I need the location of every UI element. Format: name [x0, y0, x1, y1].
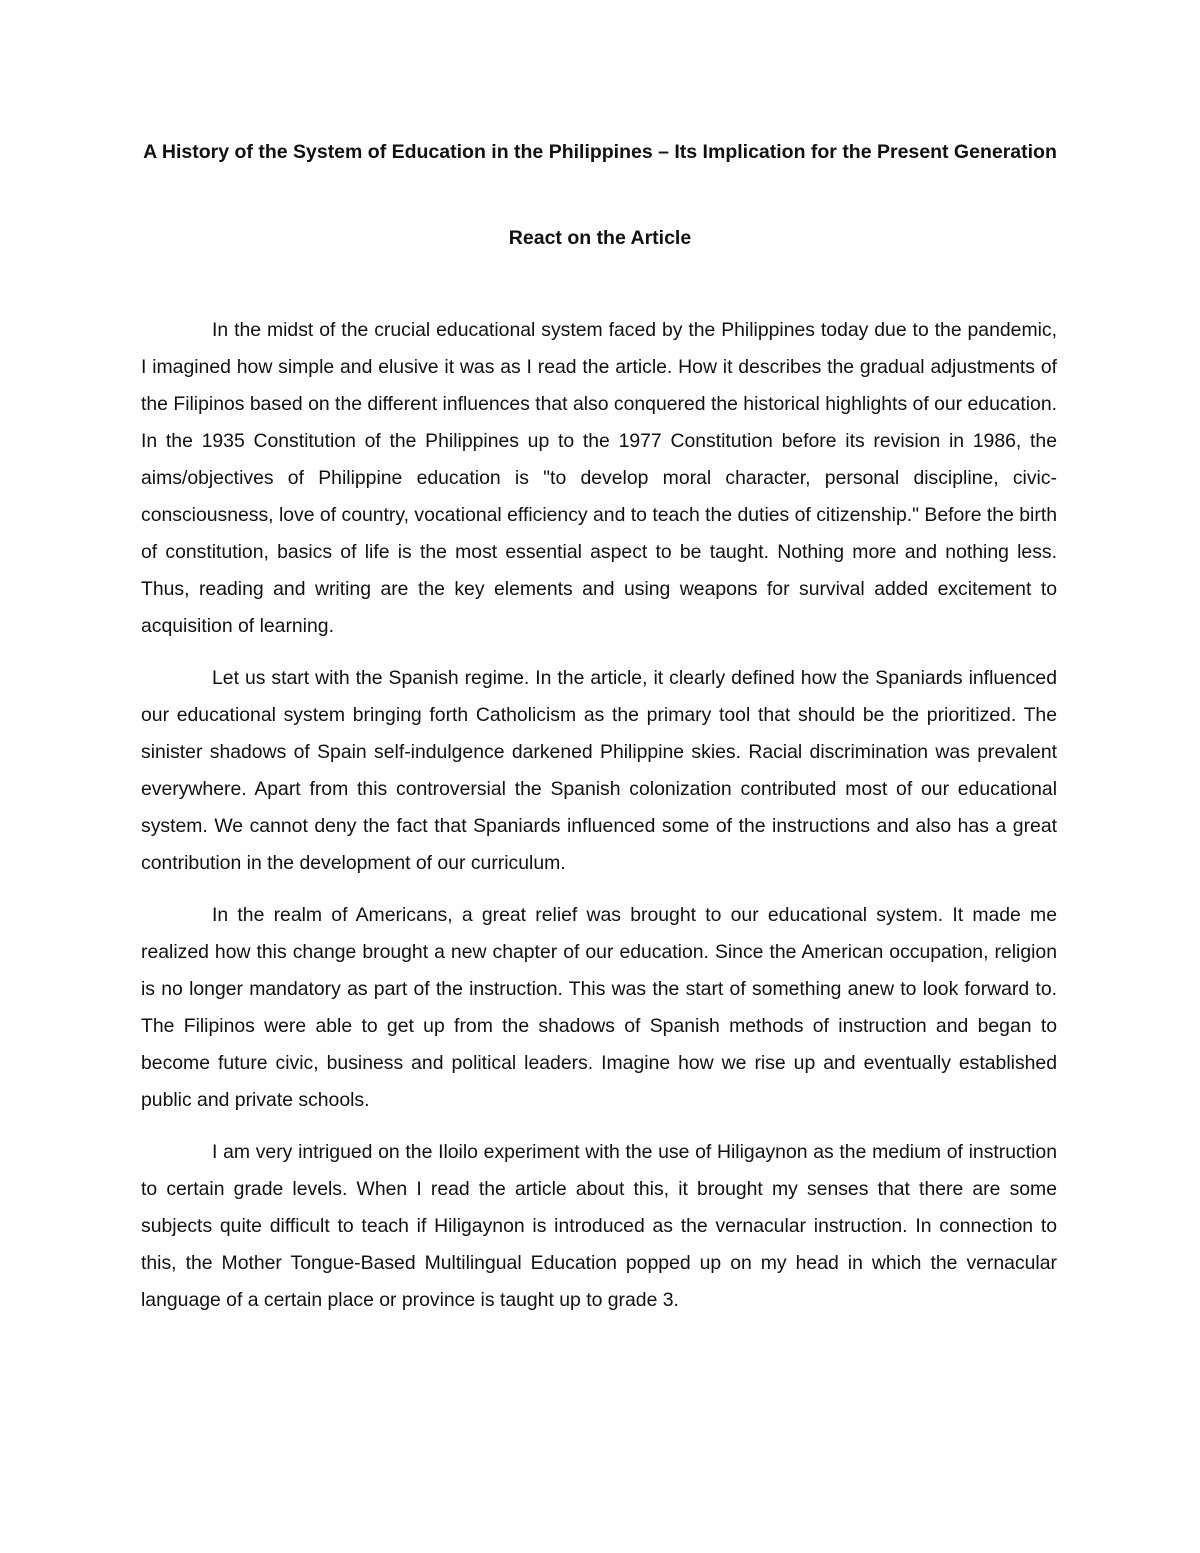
document-body	[141, 312, 1057, 1334]
document-title: A History of the System of Education in the Philippines – Its Implication for the Present Generation	[143, 141, 1057, 163]
paragraph-4: I am very intrigued on the Iloilo experiment with the use of Hiligaynon as the medium of instruction to certain grade levels. When I read the article about this, it brought my senses that there are some subjects quite difficult to teach if Hiligaynon is introduced as the vernacular instruction. In connection to this, the Mother Tongue-Based Multilingual Education popped up on my head in which the vernacular language of a certain place or province is taught up to grade 3.	[141, 1141, 1057, 1311]
paragraph-2: Let us start with the Spanish regime. In the article, it clearly defined how the Spaniards influenced our educational system bringing forth Catholicism as the primary tool that should be the prioritized. The sinister shadows of Spain self-indulgence darkened Philippine skies. Racial discrimination was prevalent everywhere. Apart from this controversial the Spanish colonization contributed most of our educational system. We cannot deny the fact that Spaniards influenced some of the instructions and also has a great contribution in the development of our curriculum.	[141, 667, 1057, 874]
document-subtitle: React on the Article	[508, 227, 692, 249]
paragraph-3: In the realm of Americans, a great relief was brought to our educational system. It made me realized how this change brought a new chapter of our education. Since the American occupation, religion is no longer mandatory as part of the instruction. This was the start of something anew to look forward to. The Filipinos were able to get up from the shadows of Spanish methods of instruction and began to become future civic, business and political leaders. Imagine how we rise up and eventually established public and private schools.	[141, 904, 1057, 1111]
paragraph-1: In the midst of the crucial educational system faced by the Philippines today due to the pandemic, I imagined how simple and elusive it was as I read the article. How it describes the gradual adjustments of the Filipinos based on the different influences that also conquered the historical highlights of our education. In the 1935 Constitution of the Philippines up to the 1977 Constitution before its revision in 1986, the aims/objectives of Philippine education is "to develop moral character, personal discipline, civic-consciousness, love of country, vocational efficiency and to teach the duties of citizenship." Before the birth of constitution, basics of life is the most essential aspect to be taught. Nothing more and nothing less. Thus, reading and writing are the key elements and using weapons for survival added excitement to acquisition of learning.	[141, 319, 1057, 637]
